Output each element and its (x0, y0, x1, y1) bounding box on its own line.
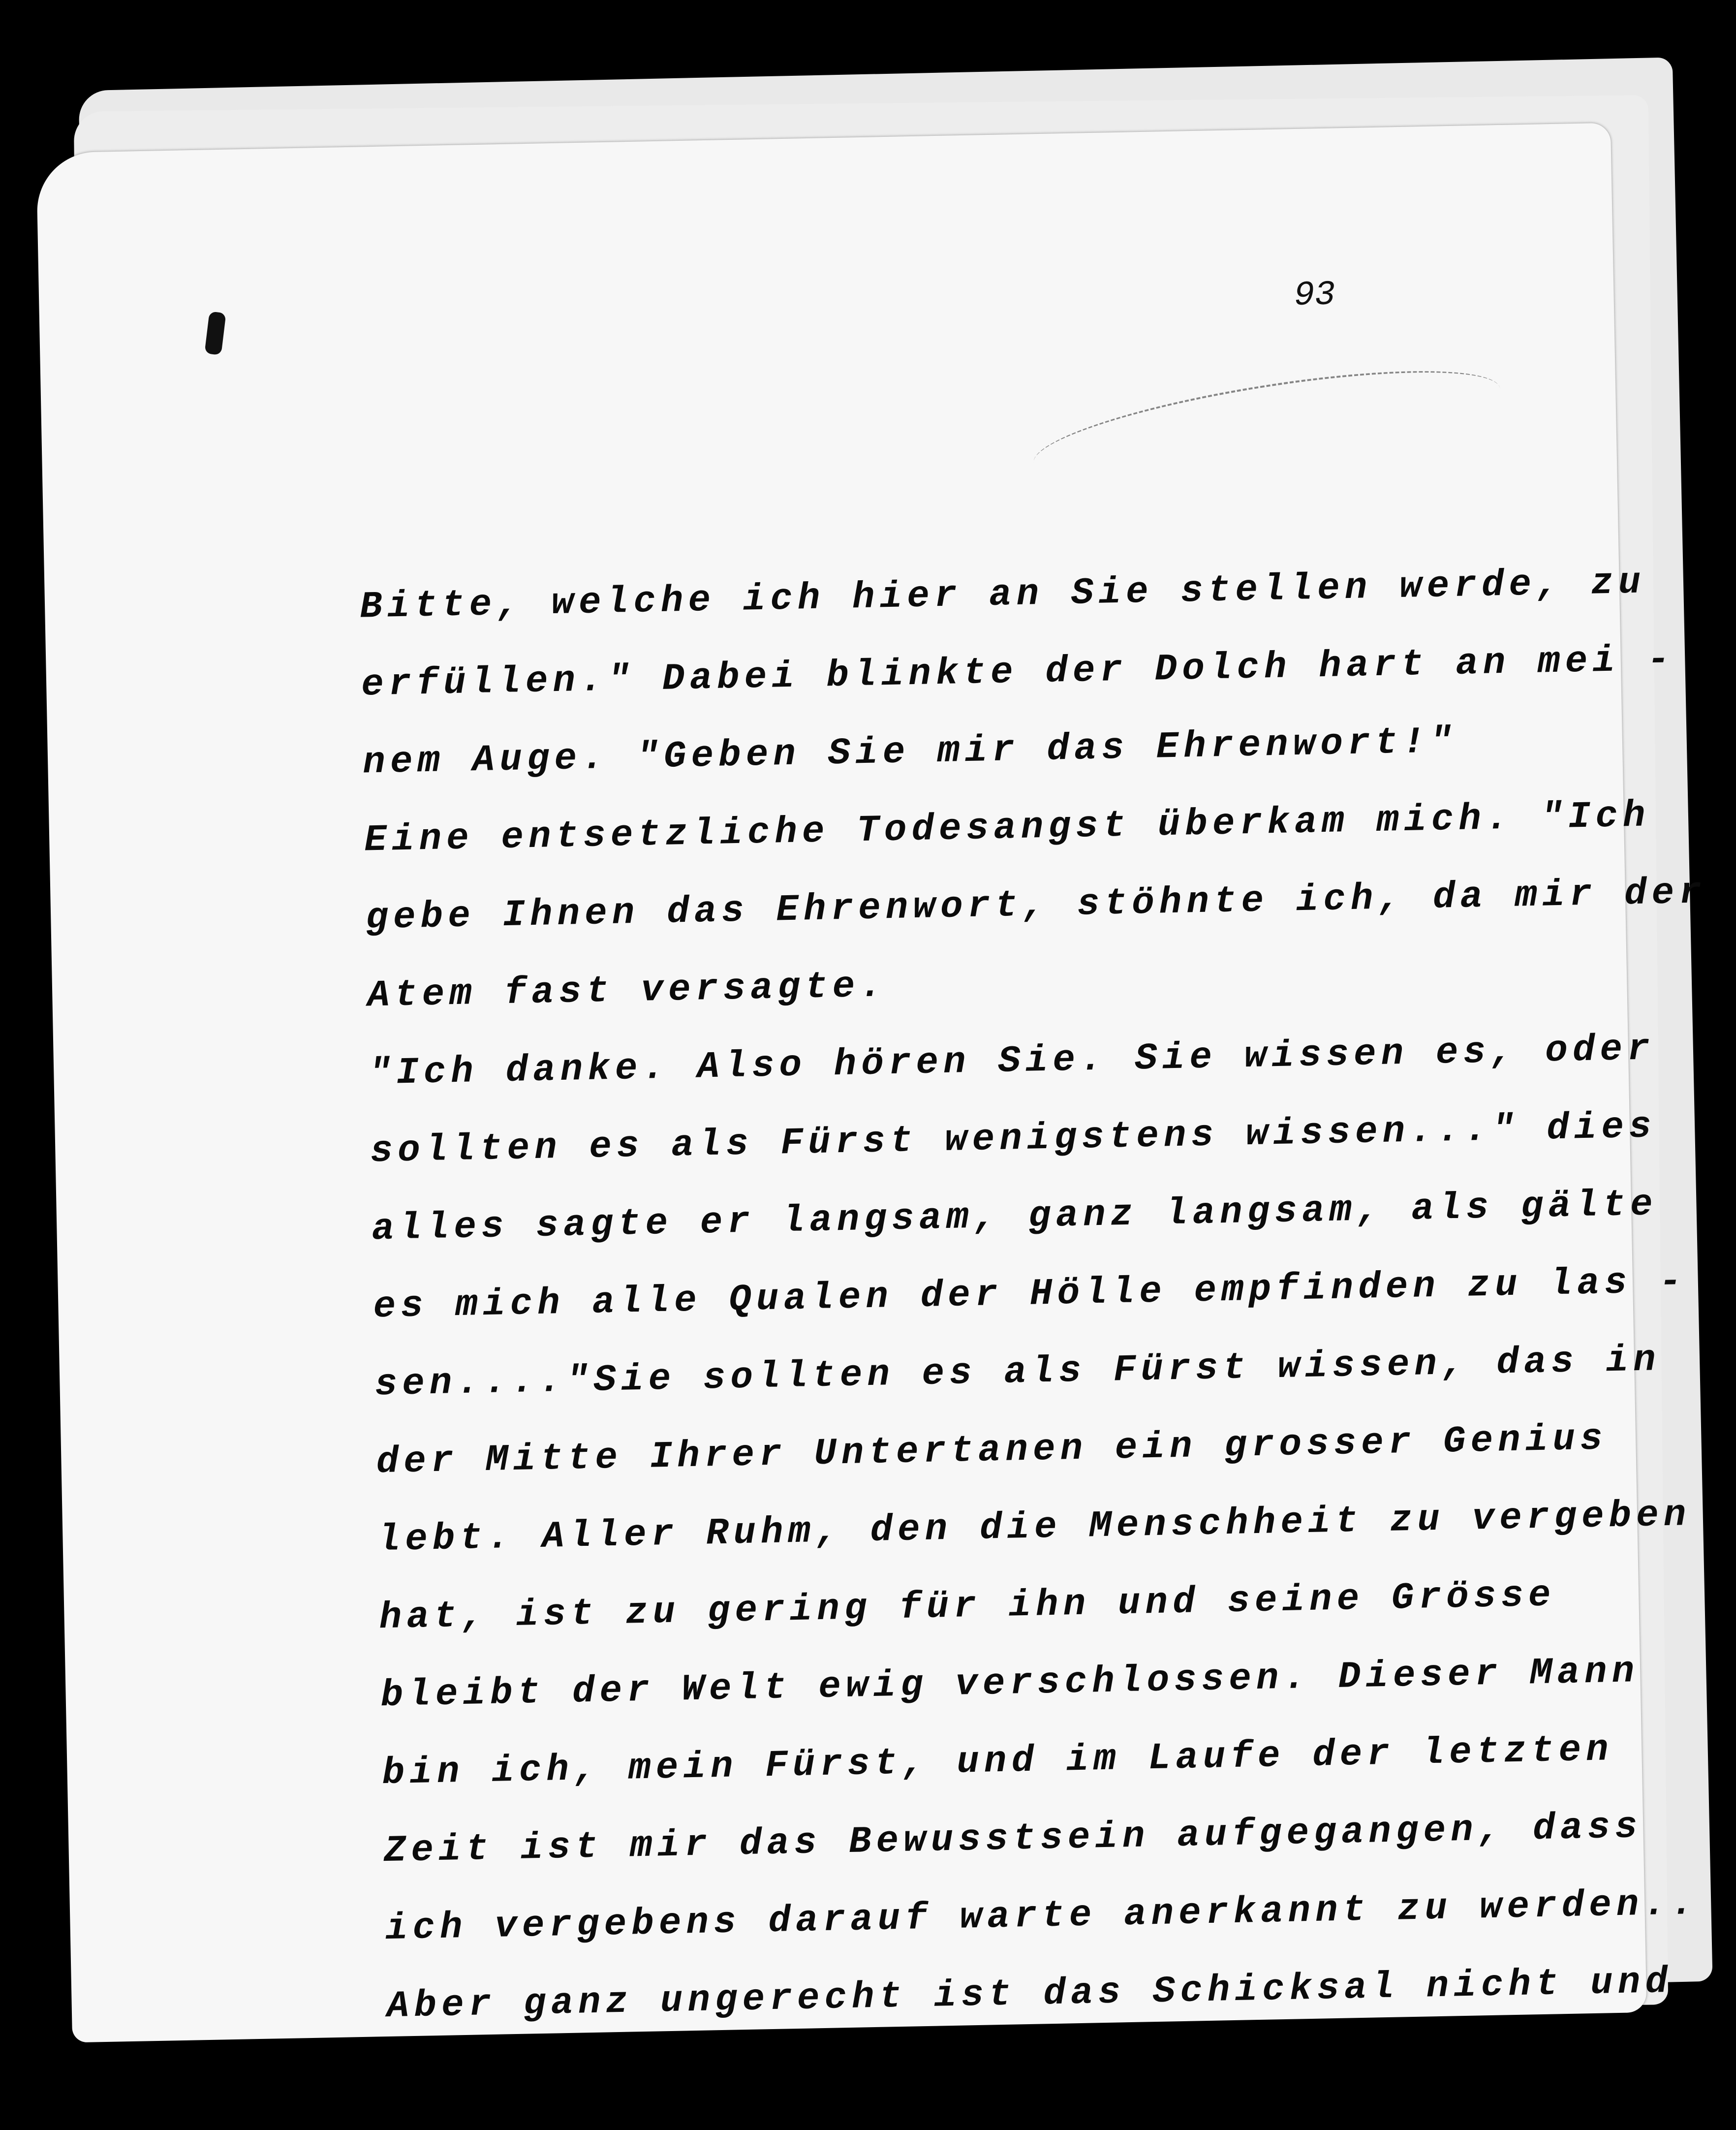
text-line: hat, ist zu gering für ihn und seine Grösse (378, 1574, 1556, 1639)
text-line: gebe Ihnen das Ehrenwort, stöhnte ich, da mir der (365, 871, 1707, 940)
text-line: sen...."Sie sollten es als Fürst wissen, das in (374, 1339, 1661, 1406)
text-line: Aber ganz ungerecht ist das Schicksal nicht und (386, 1960, 1673, 2028)
text-line: alles sagte er langsam, ganz langsam, als gälte (371, 1183, 1658, 1251)
text-line: bin ich, mein Fürst, und im Laufe der letzten (381, 1728, 1614, 1795)
text-line: "Ich danke. Also hören Sie. Sie wissen es, oder (368, 1028, 1655, 1095)
text-line: Zeit ist mir das Bewusstsein aufgegangen, dass (383, 1806, 1643, 1873)
document-page (36, 123, 1707, 2043)
text-line: sollten es als Fürst wenigstens wissen..." dies (370, 1105, 1657, 1173)
text-line: Bitte, welche ich hier an Sie stellen werde, zu (359, 561, 1646, 628)
text-line: ich vergebens darauf warte anerkannt zu werden.. (385, 1882, 1699, 1950)
text-line: lebt. Aller Ruhm, den die Menschheit zu vergeben (377, 1494, 1692, 1562)
page-number: 93 (1293, 276, 1336, 316)
text-line: erfüllen." Dabei blinkte der Dolch hart an mei - (361, 638, 1675, 706)
text-line: nem Auge. "Geben Sie mir das Ehrenwort!" (362, 720, 1458, 784)
punch-mark (204, 311, 226, 355)
body-text (359, 557, 1707, 2057)
pencil-stroke (1027, 348, 1507, 503)
text-line: bleibt der Welt ewig verschlossen. Dieser Mann (380, 1650, 1640, 1717)
text-line: Eine entsetzliche Todesangst überkam mich. "Ich (364, 794, 1651, 862)
text-line: Atem fast versagte. (367, 965, 888, 1017)
text-line: der Mitte Ihrer Untertanen ein grosser Genius (375, 1417, 1608, 1484)
text-line: es mich alle Qualen der Hölle empfinden zu las - (372, 1260, 1687, 1328)
